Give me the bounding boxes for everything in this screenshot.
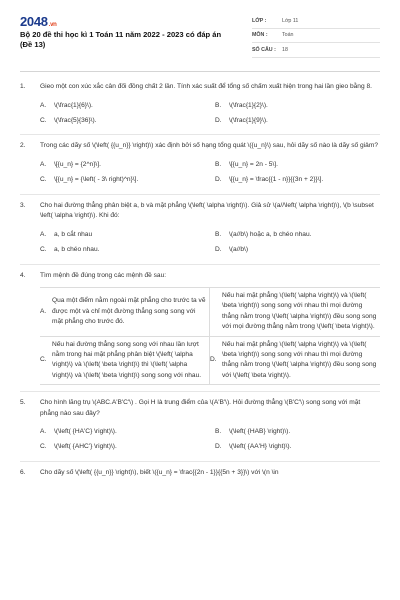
question-6: [20, 462, 380, 484]
option-label: D.: [210, 356, 217, 364]
option-text: a, b cắt nhau: [54, 230, 93, 238]
option-text: \(\frac{1}{6}\).: [54, 101, 93, 109]
answer-options: [40, 98, 380, 128]
option-label: B.: [215, 161, 222, 169]
question-2: [20, 135, 380, 194]
answer-options: [40, 425, 380, 455]
option-b[interactable]: [210, 288, 380, 337]
option-b[interactable]: [215, 228, 380, 243]
meta-value: 18: [282, 46, 288, 53]
answer-options: [40, 158, 380, 188]
option-label: D.: [215, 176, 222, 184]
option-text: \(a//b\) hoặc a, b chéo nhau.: [229, 230, 312, 238]
question-number: 2.: [20, 142, 26, 150]
option-text: \(\left( {AHC'} \right)\).: [54, 443, 117, 451]
option-label: C.: [40, 245, 47, 253]
option-a[interactable]: [40, 288, 210, 337]
meta-value: Lớp 11: [282, 17, 299, 24]
option-d[interactable]: [215, 440, 380, 455]
option-c[interactable]: [40, 243, 205, 258]
option-label: C.: [40, 356, 47, 364]
question-3: [20, 195, 380, 265]
meta-value: Toán: [282, 32, 294, 39]
question-number: 3.: [20, 201, 26, 209]
answer-options: [40, 228, 380, 258]
option-text: \[{u_n} = {\left( - 3\ right)^n}\].: [54, 176, 139, 184]
option-c[interactable]: [40, 337, 210, 386]
option-label: C.: [40, 443, 47, 451]
meta-key: LỚP :: [252, 17, 267, 24]
option-text: \[{u_n} = 2n - 5\].: [229, 161, 278, 169]
option-text: \(\frac{1}{2}\).: [229, 101, 268, 109]
option-c[interactable]: [40, 113, 205, 128]
question-number: 6.: [20, 469, 26, 477]
option-a[interactable]: [40, 98, 205, 113]
question-1: [20, 76, 380, 135]
option-c[interactable]: [40, 173, 205, 188]
option-label: A.: [40, 161, 47, 169]
option-b[interactable]: [215, 98, 380, 113]
logo-text: 2048: [20, 14, 48, 29]
meta-table: [252, 14, 380, 58]
option-label: D.: [215, 116, 222, 124]
question-number: 1.: [20, 83, 26, 90]
option-d[interactable]: [215, 113, 380, 128]
question-text: Tìm mệnh đề đúng trong các mệnh đề sau:: [40, 271, 167, 279]
option-text: \[{u_n} = \frac{{1 - n}}{{3n + 2}}\].: [229, 176, 324, 184]
meta-row-subject: [252, 29, 380, 44]
question-list: [20, 76, 380, 485]
question-text: Cho hình lăng trụ \(ABC.A'B'C'\) . Gọi H là trung điểm của \(A'B'\). Hỏi đường thẳng \(B'C'\) song song với mặt phẳng nào sau đây?: [40, 399, 361, 417]
question-5: [20, 392, 380, 462]
option-a[interactable]: [40, 425, 205, 440]
option-text: Nếu hai đường thẳng song song với nhau lần lượt nằm trong hai mặt phẳng phân biệt \(\left( \alpha \right)\) và \(\left( \beta \right)\) thì \(\left( \alpha \right)\) và \(\left( \beta \right)\) song song với nhau.: [52, 340, 202, 379]
option-label: C.: [40, 116, 47, 124]
option-a[interactable]: [40, 158, 205, 173]
meta-key: MÔN :: [252, 32, 268, 39]
meta-row-count: [252, 43, 380, 58]
question-text: Cho dãy số \(\left( {{u_n}} \right)\), biết \({u_n} = \frac{{2n - 1}}{{5n + 3}}\) với \(n \in: [40, 469, 279, 477]
document-title: Bộ 20 đề thi học kì 1 Toán 11 năm 2022 - 2023 có đáp án (Đề 13): [20, 30, 222, 49]
meta-row-class: [252, 14, 380, 29]
question-text: Cho hai đường thẳng phân biệt a, b và mặt phẳng \(\left( \alpha \right)\). Giả sử \(a//\left( \alpha \right)\), \(b \subset \left( \alpha \right)\). Khi đó:: [40, 201, 374, 220]
option-text: a, b chéo nhau.: [54, 245, 100, 253]
option-label: C.: [40, 176, 47, 184]
question-number: 4.: [20, 271, 26, 279]
option-label: A.: [40, 307, 47, 315]
option-text: \(\left( {HA'C} \right)\).: [54, 428, 117, 436]
option-b[interactable]: [215, 425, 380, 440]
option-text: Nếu hai mặt phẳng \(\left( \alpha \right)\) và \(\left( \beta \right)\) song song với nhau thì mọi đường thẳng nằm trong \(\left( \alpha \right)\) đều song song với \(\left( \beta \right)\).: [222, 340, 377, 379]
option-c[interactable]: [40, 440, 205, 455]
option-d[interactable]: [210, 337, 380, 386]
option-label: B.: [215, 101, 222, 109]
header-divider: [20, 71, 380, 72]
question-number: 5.: [20, 399, 26, 407]
question-4: [20, 265, 380, 393]
option-label: B.: [215, 230, 222, 238]
option-text: \(\left( {AA'H} \right)\).: [229, 443, 292, 451]
option-label: A.: [40, 101, 47, 109]
logo-suffix: .vn: [48, 22, 57, 28]
answer-option-table: [40, 287, 380, 385]
option-d[interactable]: [215, 173, 380, 188]
meta-key: SỐ CÂU :: [252, 46, 276, 53]
option-b[interactable]: [215, 158, 380, 173]
option-label: B.: [215, 428, 222, 436]
option-label: D.: [215, 443, 222, 451]
option-a[interactable]: [40, 228, 205, 243]
question-text: Trong các dãy số \(\left( {{u_n}} \right)\) xác định bởi số hạng tổng quát \({u_n}\) sau, hỏi dãy số nào là dãy số giảm?: [40, 142, 379, 150]
option-text: \(\left( {HAB} \right)\).: [229, 428, 291, 436]
question-text: Gieo một con xúc xắc cân đối đồng chất 2 lần. Tính xác suất để tổng số chấm xuất hiện trong hai lần gieo bằng 8.: [40, 83, 372, 90]
option-label: A.: [40, 428, 47, 436]
option-text: Qua một điểm nằm ngoài mặt phẳng cho trước ta vẽ được một và chỉ một đường thẳng song song với mặt phẳng cho trước đó.: [52, 297, 206, 326]
site-logo[interactable]: [20, 14, 57, 29]
option-d[interactable]: [215, 243, 380, 258]
option-label: D.: [215, 245, 222, 253]
option-text: \[{u_n} = {2^n}\].: [54, 161, 101, 169]
option-text: \(\frac{1}{9}\).: [229, 116, 268, 124]
option-text: Nếu hai mặt phẳng \(\left( \alpha \right)\) và \(\left( \beta \right)\) song song với nhau thì mọi đường thẳng nằm trong \(\left( \alpha \right)\) đều song song với mọi đường thẳng nằm trong \(\left( \beta \right)\).: [222, 292, 377, 331]
option-text: \(a//b\): [229, 245, 249, 253]
document-header: [0, 0, 400, 64]
option-text: \(\frac{5}{36}\).: [54, 116, 97, 124]
option-label: A.: [40, 230, 47, 238]
